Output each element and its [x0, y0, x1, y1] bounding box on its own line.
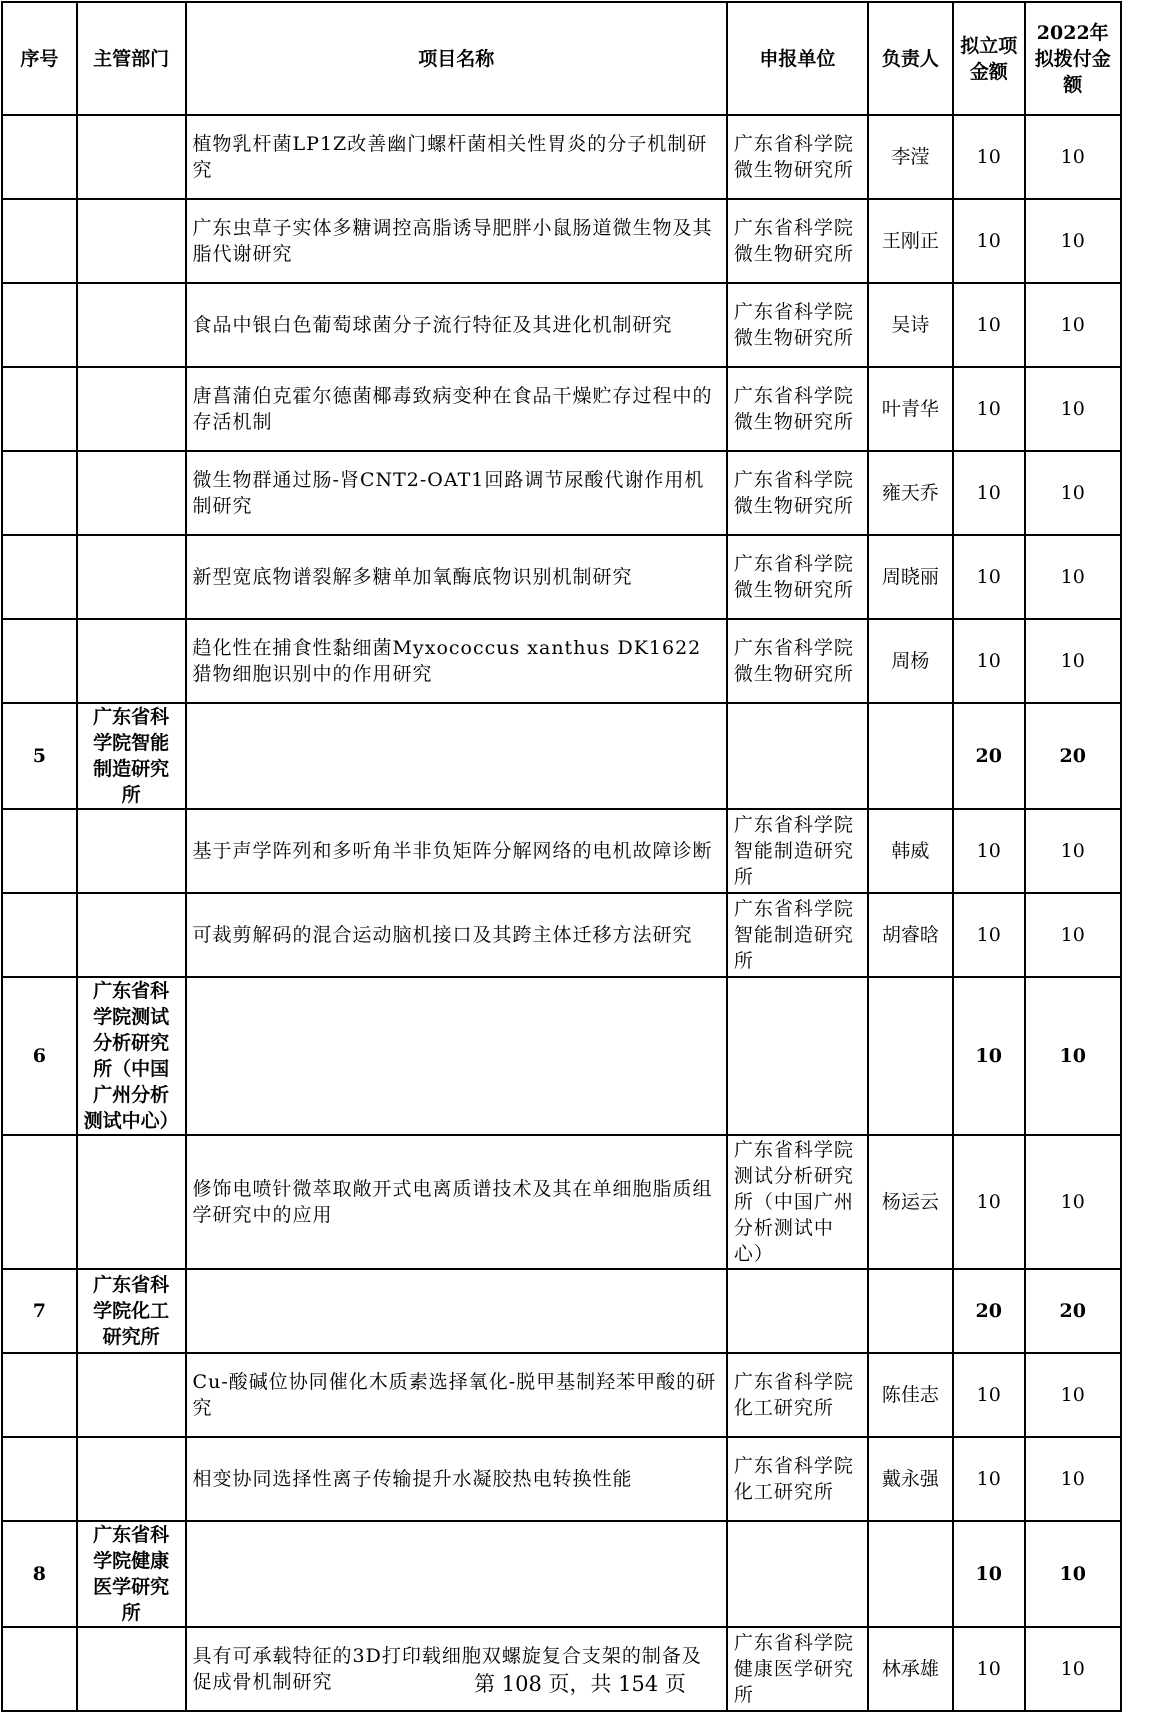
row-seq: [2, 283, 77, 367]
header-row: [2, 2, 1121, 115]
table-row: [2, 115, 1121, 199]
table-row-department: [2, 1521, 1121, 1627]
table-row: [2, 199, 1121, 283]
row-dept: 广东省科学院化工研究所: [77, 1269, 186, 1353]
row-approved: 10: [953, 535, 1025, 619]
table-row: [2, 535, 1121, 619]
row-seq: [2, 1437, 77, 1521]
row-dept: [77, 1353, 186, 1437]
row-approved: 10: [953, 1521, 1025, 1627]
row-seq: [2, 451, 77, 535]
row-leader: [868, 703, 953, 809]
row-dept: [77, 1437, 186, 1521]
row-approved: 10: [953, 115, 1025, 199]
row-dept: [77, 619, 186, 703]
row-project: 广东虫草子实体多糖调控高脂诱导肥胖小鼠肠道微生物及其脂代谢研究: [186, 199, 727, 283]
row-leader: 杨运云: [868, 1135, 953, 1269]
page-footer: 第 108 页，共 154 页: [474, 1672, 686, 1696]
row-seq: 7: [2, 1269, 77, 1353]
row-dept: 广东省科学院测试分析研究所（中国广州分析测试中心）: [77, 977, 186, 1135]
row-grant: 10: [1025, 115, 1122, 199]
row-leader: 王刚正: [868, 199, 953, 283]
row-unit: 广东省科学院微生物研究所: [727, 535, 868, 619]
row-unit: [727, 1269, 868, 1353]
row-leader: 周杨: [868, 619, 953, 703]
row-dept: [77, 535, 186, 619]
row-leader: 韩威: [868, 809, 953, 893]
row-grant: 10: [1025, 1135, 1122, 1269]
table-row-department: [2, 1269, 1121, 1353]
row-approved: 10: [953, 1353, 1025, 1437]
row-dept: [77, 1135, 186, 1269]
row-unit: 广东省科学院微生物研究所: [727, 115, 868, 199]
table-row: [2, 893, 1121, 977]
row-leader: [868, 1521, 953, 1627]
row-dept: [77, 283, 186, 367]
row-grant: 10: [1025, 1521, 1122, 1627]
row-project: [186, 703, 727, 809]
row-seq: [2, 199, 77, 283]
table-row: [2, 283, 1121, 367]
row-dept: [77, 199, 186, 283]
header-unit: 申报单位: [727, 2, 868, 115]
row-dept: 广东省科学院智能制造研究所: [77, 703, 186, 809]
row-seq: [2, 367, 77, 451]
row-approved: 10: [953, 283, 1025, 367]
row-leader: 胡睿晗: [868, 893, 953, 977]
row-dept: [77, 367, 186, 451]
row-project: 具有可承载特征的3D打印载细胞双螺旋复合支架的制备及促成骨机制研究: [186, 1627, 727, 1711]
row-project: 修饰电喷针微萃取敞开式电离质谱技术及其在单细胞脂质组学研究中的应用: [186, 1135, 727, 1269]
row-unit: 广东省科学院智能制造研究所: [727, 809, 868, 893]
row-approved: 10: [953, 1627, 1025, 1711]
row-project: 基于声学阵列和多听角半非负矩阵分解网络的电机故障诊断: [186, 809, 727, 893]
header-approved: 拟立项金额: [953, 2, 1025, 115]
header-seq: 序号: [2, 2, 77, 115]
row-grant: 10: [1025, 199, 1122, 283]
row-grant: 10: [1025, 977, 1122, 1135]
row-project: 新型宽底物谱裂解多糖单加氧酶底物识别机制研究: [186, 535, 727, 619]
row-unit: 广东省科学院化工研究所: [727, 1353, 868, 1437]
row-grant: 10: [1025, 1627, 1122, 1711]
row-leader: 周晓丽: [868, 535, 953, 619]
row-unit: 广东省科学院化工研究所: [727, 1437, 868, 1521]
row-seq: [2, 809, 77, 893]
header-leader: 负责人: [868, 2, 953, 115]
row-seq: [2, 619, 77, 703]
header-project: 项目名称: [186, 2, 727, 115]
row-grant: 10: [1025, 893, 1122, 977]
row-unit: 广东省科学院微生物研究所: [727, 619, 868, 703]
row-leader: 吴诗: [868, 283, 953, 367]
row-seq: [2, 115, 77, 199]
row-unit: 广东省科学院健康医学研究所: [727, 1627, 868, 1711]
row-project: Cu-酸碱位协同催化木质素选择氧化-脱甲基制羟苯甲酸的研究: [186, 1353, 727, 1437]
header-dept: 主管部门: [77, 2, 186, 115]
row-project: [186, 1521, 727, 1627]
row-project: 植物乳杆菌LP1Z改善幽门螺杆菌相关性胃炎的分子机制研究: [186, 115, 727, 199]
row-unit: 广东省科学院测试分析研究所（中国广州分析测试中心）: [727, 1135, 868, 1269]
row-unit: 广东省科学院智能制造研究所: [727, 893, 868, 977]
row-approved: 20: [953, 1269, 1025, 1353]
row-seq: [2, 1353, 77, 1437]
row-grant: 10: [1025, 451, 1122, 535]
row-approved: 10: [953, 977, 1025, 1135]
row-unit: 广东省科学院微生物研究所: [727, 451, 868, 535]
row-dept: [77, 115, 186, 199]
row-unit: 广东省科学院微生物研究所: [727, 199, 868, 283]
row-approved: 10: [953, 367, 1025, 451]
row-dept: [77, 893, 186, 977]
table-row: [2, 367, 1121, 451]
table-row: [2, 619, 1121, 703]
row-grant: 10: [1025, 283, 1122, 367]
row-unit: [727, 1521, 868, 1627]
table-row: [2, 1135, 1121, 1269]
row-seq: [2, 893, 77, 977]
row-seq: [2, 1135, 77, 1269]
row-approved: 10: [953, 199, 1025, 283]
table-row: [2, 809, 1121, 893]
header-grant: 2022年拟拨付金额: [1025, 2, 1122, 115]
row-approved: 10: [953, 893, 1025, 977]
row-leader: 雍天乔: [868, 451, 953, 535]
row-seq: 6: [2, 977, 77, 1135]
row-approved: 10: [953, 1135, 1025, 1269]
row-leader: [868, 977, 953, 1135]
table-row-department: [2, 977, 1121, 1135]
row-project: 微生物群通过肠-肾CNT2-OAT1回路调节尿酸代谢作用机制研究: [186, 451, 727, 535]
row-approved: 10: [953, 619, 1025, 703]
funding-table: [1, 1, 1122, 1712]
row-grant: 20: [1025, 703, 1122, 809]
row-approved: 10: [953, 451, 1025, 535]
row-leader: 陈佳志: [868, 1353, 953, 1437]
row-leader: [868, 1269, 953, 1353]
row-leader: 李滢: [868, 115, 953, 199]
row-seq: 5: [2, 703, 77, 809]
row-grant: 10: [1025, 1353, 1122, 1437]
row-grant: 20: [1025, 1269, 1122, 1353]
table-row: [2, 451, 1121, 535]
row-project: 可裁剪解码的混合运动脑机接口及其跨主体迁移方法研究: [186, 893, 727, 977]
row-project: [186, 1269, 727, 1353]
row-leader: 林承雄: [868, 1627, 953, 1711]
row-approved: 10: [953, 1437, 1025, 1521]
row-leader: 叶青华: [868, 367, 953, 451]
row-approved: 20: [953, 703, 1025, 809]
table-row-department: [2, 703, 1121, 809]
row-grant: 10: [1025, 535, 1122, 619]
row-grant: 10: [1025, 809, 1122, 893]
row-project: 唐菖蒲伯克霍尔德菌椰毒致病变种在食品干燥贮存过程中的存活机制: [186, 367, 727, 451]
row-project: 食品中银白色葡萄球菌分子流行特征及其进化机制研究: [186, 283, 727, 367]
table-row: [2, 1437, 1121, 1521]
row-dept: 广东省科学院健康医学研究所: [77, 1521, 186, 1627]
row-project: 相变协同选择性离子传输提升水凝胶热电转换性能: [186, 1437, 727, 1521]
row-seq: 8: [2, 1521, 77, 1627]
row-seq: [2, 535, 77, 619]
row-grant: 10: [1025, 1437, 1122, 1521]
row-dept: [77, 451, 186, 535]
row-project: 趋化性在捕食性黏细菌Myxococcus xanthus DK1622猎物细胞识别中的作用研究: [186, 619, 727, 703]
row-project: [186, 977, 727, 1135]
row-unit: 广东省科学院微生物研究所: [727, 367, 868, 451]
row-approved: 10: [953, 809, 1025, 893]
row-leader: 戴永强: [868, 1437, 953, 1521]
row-grant: 10: [1025, 367, 1122, 451]
row-dept: [77, 809, 186, 893]
table-row: [2, 1353, 1121, 1437]
row-unit: [727, 977, 868, 1135]
row-unit: 广东省科学院微生物研究所: [727, 283, 868, 367]
row-unit: [727, 703, 868, 809]
row-grant: 10: [1025, 619, 1122, 703]
